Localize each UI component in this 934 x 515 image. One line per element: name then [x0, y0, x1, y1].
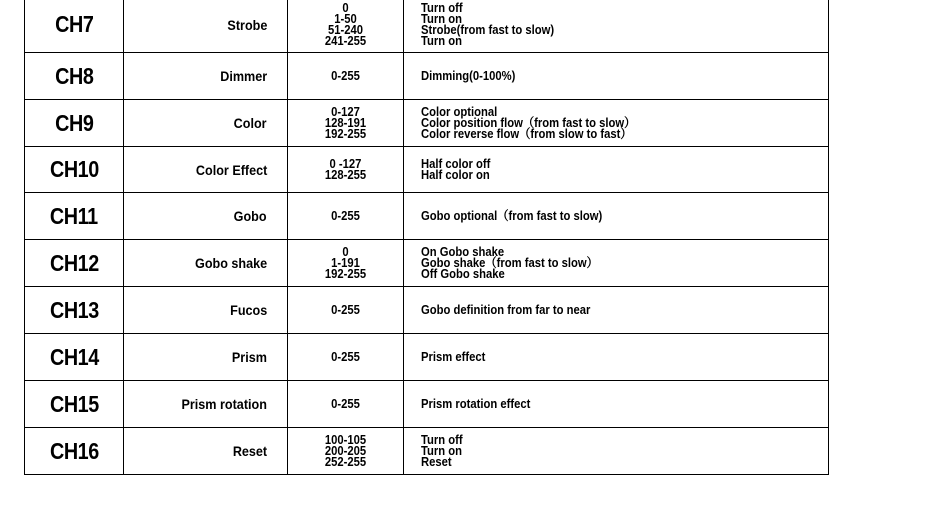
function-cell — [124, 334, 288, 381]
table-row — [25, 147, 829, 193]
value-range: 200-205 — [324, 443, 367, 458]
value-range: 0-255 — [331, 302, 360, 317]
function-cell — [124, 381, 288, 428]
channel-label: CH15 — [49, 390, 99, 417]
table-row — [25, 53, 829, 100]
function-label: Prism rotation — [181, 396, 267, 412]
function-label: Gobo — [234, 208, 267, 224]
channel-label: CH12 — [49, 249, 99, 276]
value-range: 128-191 — [324, 115, 367, 130]
table-row — [25, 287, 829, 334]
value-range-cell — [288, 100, 404, 147]
description-line: Color reverse flow（from slow to fast） — [421, 126, 632, 141]
channel-label: CH10 — [49, 156, 99, 182]
dmx-channel-table — [24, 0, 829, 475]
table-row — [25, 428, 829, 475]
description-line: Gobo definition from far to near — [421, 302, 591, 317]
table-row — [25, 240, 829, 287]
function-cell — [124, 428, 288, 475]
value-range: 0-255 — [331, 68, 360, 83]
description-cell — [404, 240, 829, 287]
function-label: Prism — [231, 349, 267, 365]
channel-label: CH7 — [54, 11, 94, 37]
value-range: 0-255 — [331, 349, 360, 364]
table-row — [25, 193, 829, 240]
table-row — [25, 334, 829, 381]
description-line: Turn on — [421, 443, 463, 458]
description-cell — [404, 193, 829, 240]
description-line: Turn off — [421, 0, 463, 15]
value-range: 0-255 — [331, 396, 360, 411]
table-row — [25, 100, 829, 147]
value-range: 192-255 — [324, 266, 367, 281]
value-range: 51-240 — [327, 22, 364, 37]
value-range-cell — [288, 240, 404, 287]
description-line: Color optional — [421, 104, 498, 119]
description-line: Color position flow（from fast to slow） — [421, 115, 636, 130]
function-cell — [124, 193, 288, 240]
value-range: 0 — [342, 0, 349, 15]
description-cell — [404, 0, 829, 53]
value-range-cell — [288, 287, 404, 334]
description-line: On Gobo shake — [421, 244, 505, 259]
description-line: Prism rotation effect — [421, 396, 531, 411]
function-label: Gobo shake — [194, 255, 267, 271]
value-range: 1-50 — [334, 11, 357, 26]
description-line: Off Gobo shake — [421, 266, 505, 281]
value-range-cell — [288, 334, 404, 381]
value-range: 128-255 — [324, 167, 367, 182]
value-range-cell — [288, 428, 404, 475]
value-range-cell — [288, 381, 404, 428]
description-cell — [404, 381, 829, 428]
channel-cell — [25, 0, 124, 53]
function-label: Color Effect — [195, 161, 267, 178]
channel-cell — [25, 100, 124, 147]
channel-cell — [25, 287, 124, 334]
value-range-cell — [288, 193, 404, 240]
channel-cell — [25, 53, 124, 100]
description-line: Gobo optional（from fast to slow) — [421, 208, 603, 223]
value-range: 1-191 — [331, 255, 360, 270]
function-cell — [124, 287, 288, 334]
table-row — [25, 0, 829, 53]
value-range: 241-255 — [324, 33, 367, 48]
channel-cell — [25, 240, 124, 287]
function-label: Strobe — [227, 16, 267, 33]
description-cell — [404, 147, 829, 193]
function-cell — [124, 240, 288, 287]
channel-cell — [25, 334, 124, 381]
channel-cell — [25, 381, 124, 428]
description-line: Half color on — [421, 167, 490, 182]
channel-label: CH14 — [49, 343, 99, 370]
value-range: 0-255 — [331, 208, 360, 223]
channel-label: CH8 — [54, 62, 94, 89]
description-cell — [404, 287, 829, 334]
description-line: Turn on — [421, 11, 463, 26]
value-range: 0 — [342, 244, 349, 259]
function-label: Dimmer — [220, 68, 267, 84]
description-cell — [404, 100, 829, 147]
value-range: 192-255 — [324, 126, 367, 141]
value-range: 0 -127 — [329, 156, 362, 171]
function-cell — [124, 147, 288, 193]
description-line: Gobo shake（from fast to slow） — [421, 255, 598, 270]
value-range-cell — [288, 0, 404, 53]
description-cell — [404, 334, 829, 381]
description-cell — [404, 53, 829, 100]
function-cell — [124, 0, 288, 53]
function-cell — [124, 100, 288, 147]
value-range: 0-127 — [331, 104, 360, 119]
value-range: 100-105 — [324, 432, 367, 447]
description-cell — [404, 428, 829, 475]
table-row — [25, 381, 829, 428]
channel-label: CH11 — [50, 202, 98, 229]
table-body — [25, 0, 829, 475]
channel-cell — [25, 193, 124, 240]
description-line: Turn on — [421, 33, 463, 48]
value-range-cell — [288, 147, 404, 193]
channel-cell — [25, 428, 124, 475]
description-line: Strobe(from fast to slow) — [421, 22, 555, 37]
function-label: Reset — [232, 443, 267, 459]
value-range-cell — [288, 53, 404, 100]
description-line: Half color off — [421, 156, 491, 171]
channel-label: CH9 — [54, 109, 94, 136]
description-line: Prism effect — [421, 349, 486, 364]
description-line: Dimming(0-100%) — [421, 68, 516, 83]
function-cell — [124, 53, 288, 100]
channel-cell — [25, 147, 124, 193]
description-line: Reset — [421, 454, 452, 469]
description-line: Turn off — [421, 432, 463, 447]
function-label: Color — [234, 115, 267, 131]
value-range: 252-255 — [324, 454, 367, 469]
channel-label: CH16 — [49, 437, 99, 464]
function-label: Fucos — [229, 302, 267, 318]
channel-label: CH13 — [49, 296, 99, 323]
